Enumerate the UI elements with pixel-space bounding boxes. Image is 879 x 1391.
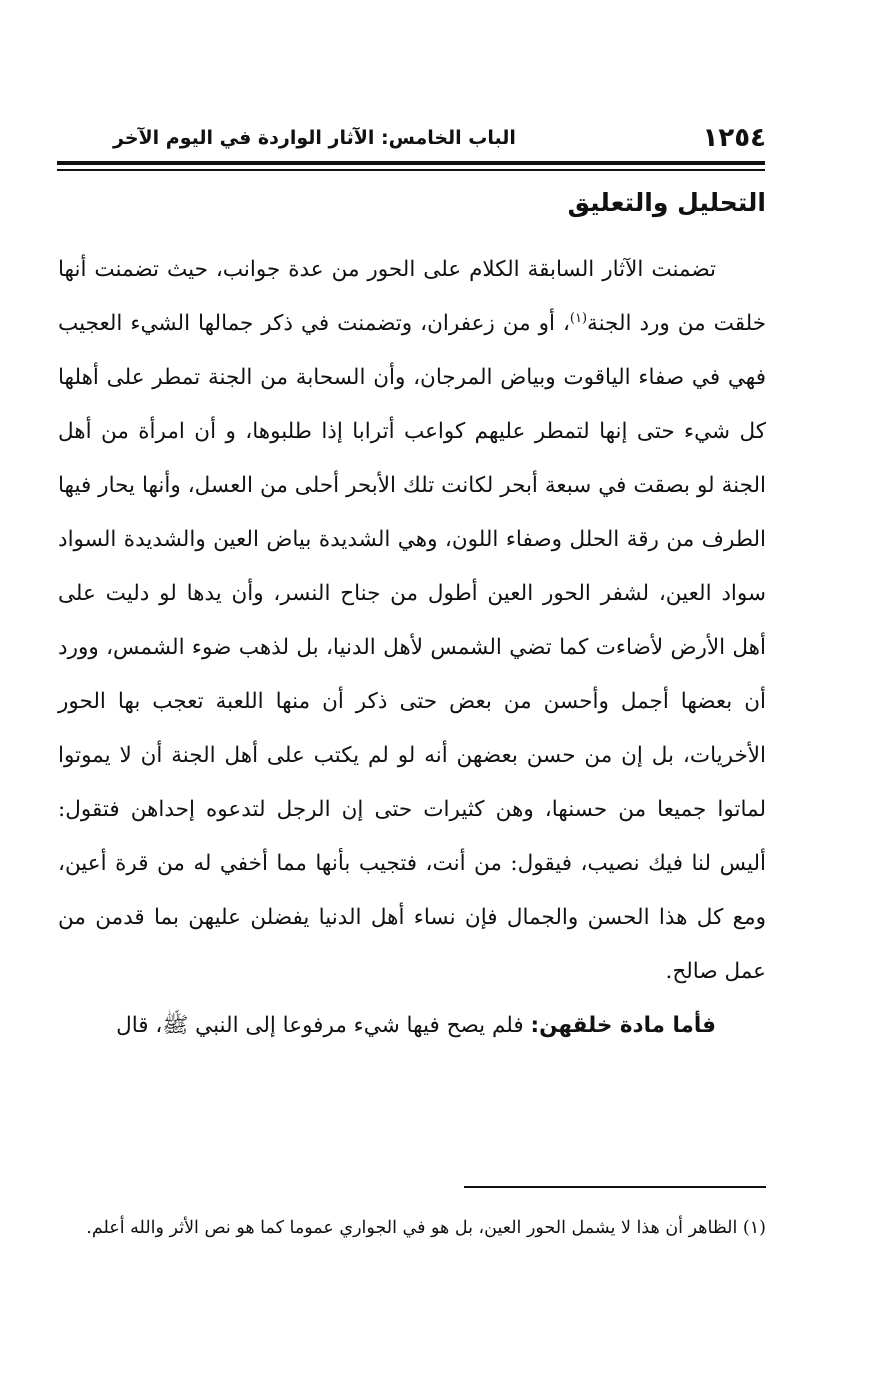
paragraph-2 — [58, 999, 766, 1053]
footnote: (١) الظاهر أن هذا لا يشمل الحور العين، بل هو في الجواري عموما كما هو نص الأثر والله أعلم. — [86, 1218, 766, 1238]
paragraph-1-part-1: تضمنت الآثار السابقة الكلام على الحور من عدة جوانب، حيث تضمنت أنها خلقت من ورد الجنة — [58, 257, 767, 336]
running-head: الباب الخامس: الآثار الواردة في اليوم الآخر — [113, 127, 516, 149]
header-rule-thick — [57, 161, 765, 165]
footnote-separator — [464, 1186, 766, 1188]
paragraph-1 — [58, 243, 766, 999]
footnote-marker: (١) — [569, 310, 588, 326]
body-text — [58, 243, 766, 1053]
section-title: التحليل والتعليق — [567, 188, 766, 217]
paragraph-2-rest: فلم يصح فيها شيء مرفوعا إلى النبي ﷺ، قال — [116, 1013, 531, 1038]
page-number: ١٢٥٤ — [702, 123, 766, 153]
header-rule-thin — [57, 169, 765, 171]
page-header — [113, 118, 766, 158]
paragraph-2-lead: فأما مادة خلقهن: — [530, 1013, 716, 1038]
paragraph-1-part-2: ، أو من زعفران، وتضمنت في ذكر جمالها الشيء العجيب فهي في صفاء الياقوت وبياض المرجان، وأن السحابة من الجنة تمطر على أهلها كل شيء حتى إنها لتمطر عليهم كواعب أترابا إذا طلبوها، و أن امرأة من أهل الجنة لو بصقت في سبعة أبحر لكانت تلك الأبحر أحلى من العسل، وأنها يحار فيها الطرف من رقة الحلل وصفاء اللون، وهي الشديدة بياض العين والشديدة السواد سواد العين، لشفر الحور العين أطول من جناح النسر، وأن يدها لو دليت على أهل الأرض لأضاءت كما تضي الشمس لأهل الدنيا، بل لذهب ضوء الشمس، وورد أن بعضها أجمل وأحسن من بعض حتى ذكر أن منها اللعبة تعجب بها الحور الأخريات، بل إن من حسن بعضهن أنه لو لم يكتب على أهل الجنة أن لا يموتوا لماتوا جميعا من حسنها، وهن كثيرات حتى إن الرجل لتدعوه إحداهن فتقول: أليس لنا فيك نصيب، فيقول: من أنت، فتجيب بأنها مما أخفي له من قرة أعين، ومع كل هذا الحسن والجمال فإن نساء أهل الدنيا يفضلن عليهن بما قدمن من عمل صالح. — [58, 311, 766, 984]
